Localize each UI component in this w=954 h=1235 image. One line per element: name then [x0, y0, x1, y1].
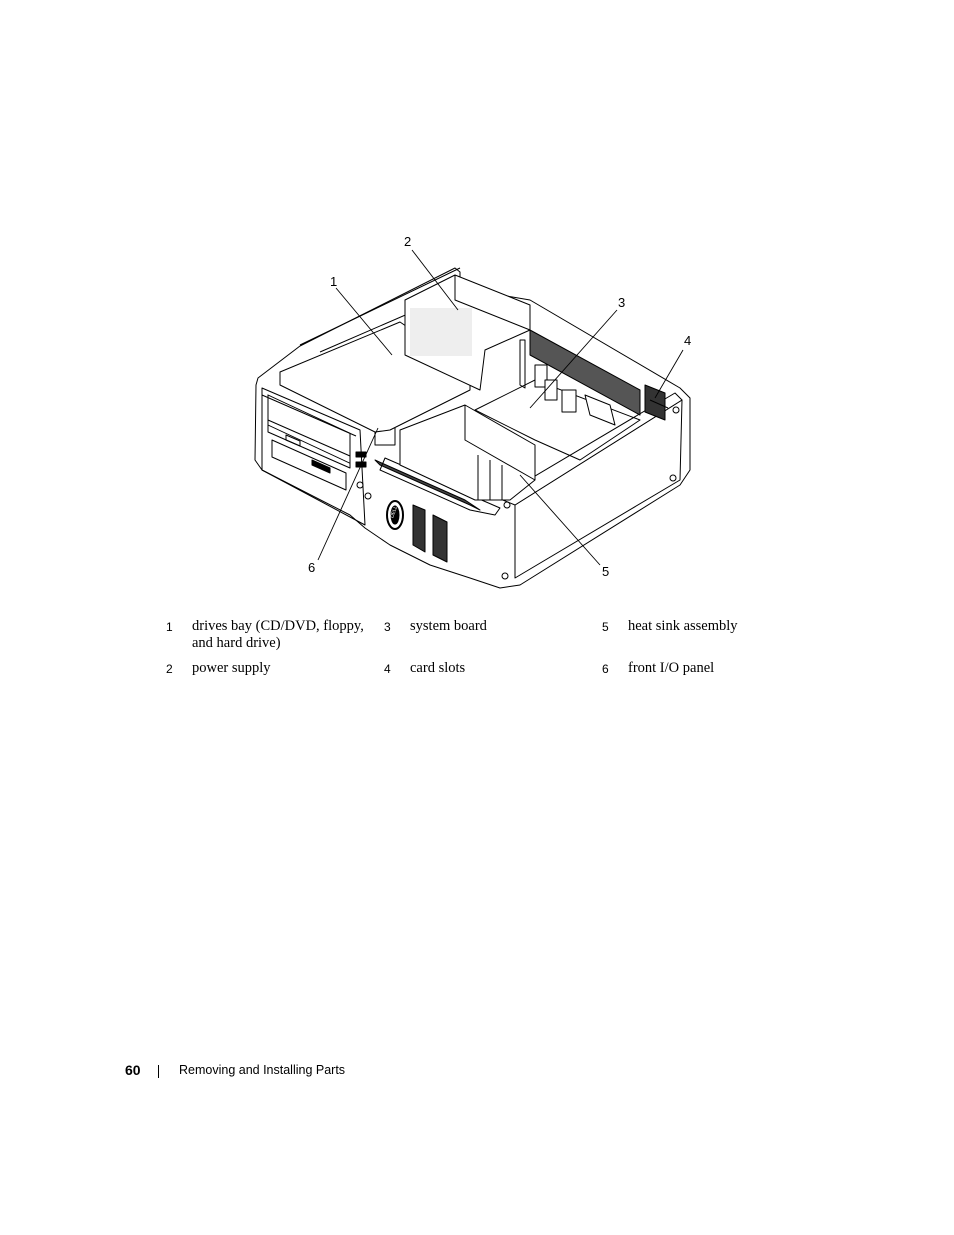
running-footer-title: Removing and Installing Parts	[179, 1063, 346, 1077]
page-number: 60	[125, 1062, 141, 1078]
legend-number: 1	[166, 620, 173, 634]
dell-logo-text: DELL	[389, 505, 400, 519]
legend-label: power supply	[192, 660, 271, 676]
callout-3: 3	[618, 295, 626, 310]
computer-interior-illustration	[250, 225, 710, 595]
front-vent-left	[413, 505, 425, 552]
figure-legend	[160, 618, 814, 678]
legend-row	[160, 660, 814, 678]
callout-1: 1	[330, 274, 338, 289]
legend-label: heat sink assembly	[628, 618, 738, 634]
callout-4: 4	[684, 333, 692, 348]
callout-6: 6	[308, 560, 316, 575]
legend-number: 2	[166, 662, 173, 676]
callout-5: 5	[602, 564, 610, 579]
legend-number: 6	[602, 662, 609, 676]
legend-row	[160, 618, 814, 660]
computer-chassis-drawing	[250, 225, 710, 595]
legend-label: system board	[410, 618, 487, 634]
callout-2: 2	[404, 234, 412, 249]
legend-label: front I/O panel	[628, 660, 715, 676]
legend-label: drives bay (CD/DVD, floppy, and hard drive)	[192, 618, 364, 651]
footer-divider	[158, 1065, 159, 1078]
front-io-ports	[356, 452, 366, 457]
heat-sink	[400, 405, 535, 500]
legend-number: 3	[384, 620, 391, 634]
legend-number: 4	[384, 662, 391, 676]
legend-number: 5	[602, 620, 609, 634]
front-vent-right	[433, 515, 447, 562]
legend-label: card slots	[410, 660, 466, 676]
